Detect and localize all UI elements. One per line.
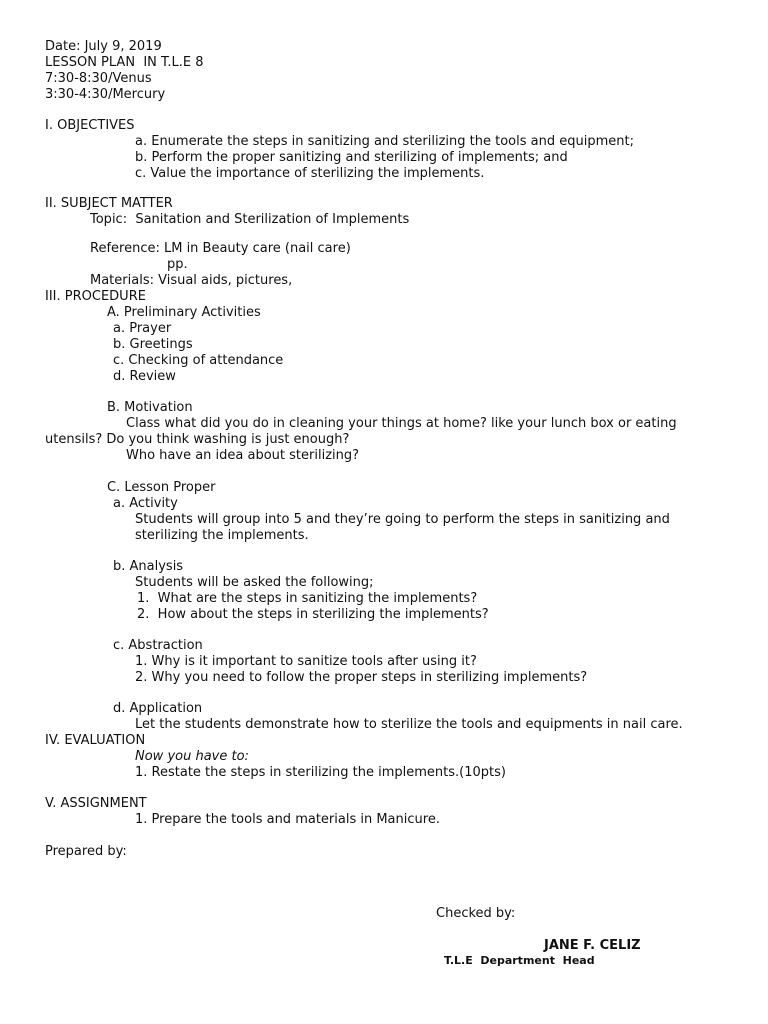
reference-pages: pp. [167, 257, 188, 272]
assignment-item-1: 1. Prepare the tools and materials in Manicure. [135, 812, 440, 827]
analysis-heading: b. Analysis [113, 559, 184, 574]
abstraction-heading: c. Abstraction [113, 638, 203, 653]
lesson-plan-title: LESSON PLAN IN T.L.E 8 [45, 55, 204, 70]
motivation-line-2: utensils? Do you think washing is just enough? [45, 432, 350, 447]
objective-c: c. Value the importance of sterilizing the implements. [135, 166, 485, 181]
activity-line-1: Students will group into 5 and they’re going to perform the steps in sanitizing and [135, 512, 670, 527]
preliminary-a: a. Prayer [113, 321, 172, 336]
subject-matter-heading: II. SUBJECT MATTER [45, 196, 173, 211]
abstraction-question-1: 1. Why is it important to sanitize tools after using it? [135, 654, 477, 669]
objective-a: a. Enumerate the steps in sanitizing and sterilizing the tools and equipment; [135, 134, 634, 149]
lesson-proper-heading: C. Lesson Proper [107, 480, 216, 495]
materials-line: Materials: Visual aids, pictures, [90, 273, 293, 288]
objective-b: b. Perform the proper sanitizing and sterilizing of implements; and [135, 150, 568, 165]
preliminary-d: d. Review [113, 369, 176, 384]
procedure-heading: III. PROCEDURE [45, 289, 146, 304]
motivation-heading: B. Motivation [107, 400, 193, 415]
motivation-line-3: Who have an idea about sterilizing? [126, 448, 360, 463]
application-heading: d. Application [113, 701, 203, 716]
preliminary-b: b. Greetings [113, 337, 193, 352]
analysis-question-2: 2. How about the steps in sterilizing the implements? [137, 607, 489, 622]
reference-line: Reference: LM in Beauty care (nail care) [90, 241, 351, 256]
topic-line: Topic: Sanitation and Sterilization of Implements [90, 212, 410, 227]
objectives-heading: I. OBJECTIVES [45, 118, 135, 133]
analysis-question-1: 1. What are the steps in sanitizing the implements? [137, 591, 478, 606]
preliminary-c: c. Checking of attendance [113, 353, 284, 368]
evaluation-intro: Now you have to: [135, 749, 249, 764]
evaluation-heading: IV. EVALUATION [45, 733, 146, 748]
application-line-1: Let the students demonstrate how to sterilize the tools and equipments in nail care. [135, 717, 683, 732]
schedule-venus: 7:30-8:30/Venus [45, 71, 152, 86]
signatory-title: T.L.E Department Head [444, 954, 595, 967]
analysis-intro: Students will be asked the following; [135, 575, 374, 590]
abstraction-question-2: 2. Why you need to follow the proper steps in sterilizing implements? [135, 670, 588, 685]
activity-heading: a. Activity [113, 496, 178, 511]
schedule-mercury: 3:30-4:30/Mercury [45, 87, 166, 102]
activity-line-2: sterilizing the implements. [135, 528, 309, 543]
checked-by-label: Checked by: [436, 906, 516, 921]
motivation-line-1: Class what did you do in cleaning your things at home? like your lunch box or eating [126, 416, 677, 431]
signatory-name: JANE F. CELIZ [544, 938, 641, 953]
assignment-heading: V. ASSIGNMENT [45, 796, 147, 811]
evaluation-item-1: 1. Restate the steps in sterilizing the implements.(10pts) [135, 765, 506, 780]
prepared-by-label: Prepared by: [45, 844, 127, 859]
date-line: Date: July 9, 2019 [45, 39, 162, 54]
preliminary-heading: A. Preliminary Activities [107, 305, 261, 320]
